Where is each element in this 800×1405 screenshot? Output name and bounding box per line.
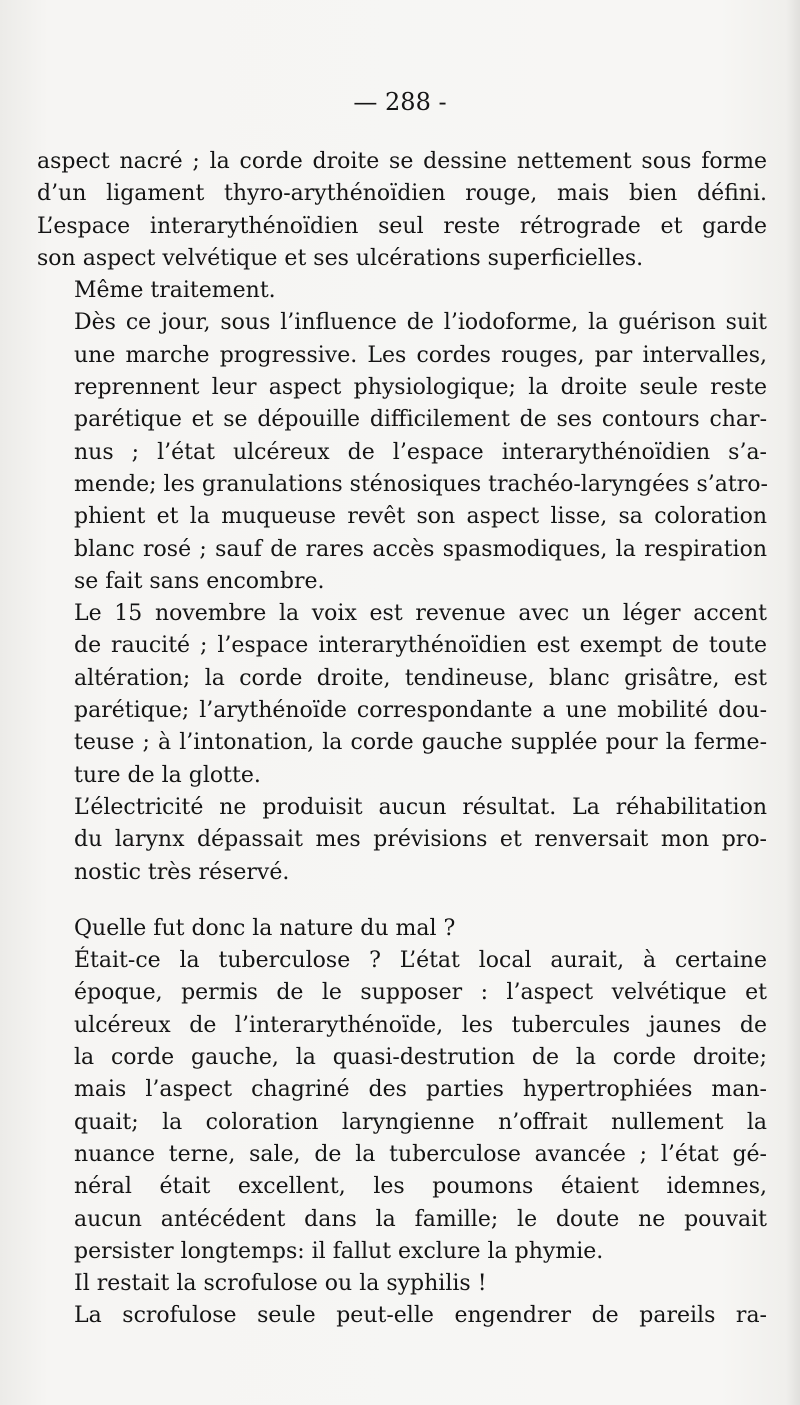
text-line: ulcéreux de l’interarythénoïde, les tubercules jaunes de [74,1012,767,1038]
paragraph [37,792,767,889]
text-line: persister longtemps: il fallut exclure la phymie. [74,1238,604,1264]
text-line: parétique; l’arythénoïde correspondante a une mobilité dou- [74,698,767,724]
text-line: Dès ce jour, sous l’influence de l’iodoforme, la guérison suit [74,310,767,336]
paragraph [37,913,767,945]
text-line: époque, permis de le supposer : l’aspect velvétique et [74,980,767,1006]
text-line: Il restait la scrofulose ou la syphilis ! [74,1271,487,1297]
text-line: nus ; l’état ulcéreux de l’espace interarythénoïdien s’a- [74,439,767,465]
text-line: aspect nacré ; la corde droite se dessine nettement sous forme [37,149,767,174]
text-line: Le 15 novembre la voix est revenue avec un léger accent [74,601,767,627]
text-line: L’électricité ne produisit aucun résultat. La réhabilitation [74,794,767,820]
paragraph [37,1268,767,1300]
text-line: reprennent leur aspect physiologique; la droite seule reste [74,375,767,401]
text-line: ture de la glotte. [74,762,261,788]
text-line: son aspect velvétique et ses ulcérations superficielles. [37,245,644,271]
text-line: La scrofulose seule peut-elle engendrer de pareils ra- [74,1303,767,1329]
paragraph [37,307,767,598]
paragraph [37,1300,767,1332]
text-line: une marche progressive. Les cordes rouges, par intervalles, [74,342,767,368]
text-line: nuance terne, sale, de la tuberculose avancée ; l’état gé- [74,1141,767,1167]
text-line: quait; la coloration laryngienne n’offrait nullement la [74,1109,767,1135]
text-line: teuse ; à l’intonation, la corde gauche supplée pour la ferme- [74,730,767,756]
text-line: Même traitement. [74,278,276,304]
text-line: phient et la muqueuse revêt son aspect lisse, sa coloration [74,504,767,530]
text-line: du larynx dépassait mes prévisions et renversait mon pro- [74,827,767,853]
paragraph [37,146,767,275]
text-line: blanc rosé ; sauf de rares accès spasmodiques, la respiration [74,536,767,562]
body-text [37,146,767,1333]
text-line: nostic très réservé. [74,859,290,885]
text-line: mais l’aspect chagriné des parties hypertrophiées man- [74,1077,767,1103]
text-line: néral était excellent, les poumons étaient idemnes, [74,1174,767,1200]
text-line: se fait sans encombre. [74,568,325,594]
text-line: altération; la corde droite, tendineuse, blanc grisâtre, est [74,665,767,691]
text-line: parétique et se dépouille difficilement de ses contours char- [74,407,767,433]
paragraph [37,945,767,1268]
text-line: Quelle fut donc la nature du mal ? [74,915,456,941]
text-line: mende; les granulations sténosiques trachéo-laryngées s’atro- [74,471,768,497]
paragraph [37,598,767,792]
page-edge-shadow [786,0,800,1405]
text-line: L’espace interarythénoïdien seul reste rétrograde et garde [37,213,767,239]
text-line: la corde gauche, la quasi-destrution de la corde droite; [74,1045,767,1071]
text-line: de raucité ; l’espace interarythénoïdien est exempt de toute [74,633,767,659]
page-number: — 288 - [353,88,447,116]
section-gap [37,889,767,913]
text-line: Était-ce la tuberculose ? L’état local aurait, à certaine [74,948,767,974]
text-line: aucun antécédent dans la famille; le doute ne pouvait [74,1206,767,1232]
text-line: d’un ligament thyro-arythénoïdien rouge, mais bien défini. [37,181,767,207]
paragraph [37,275,767,307]
